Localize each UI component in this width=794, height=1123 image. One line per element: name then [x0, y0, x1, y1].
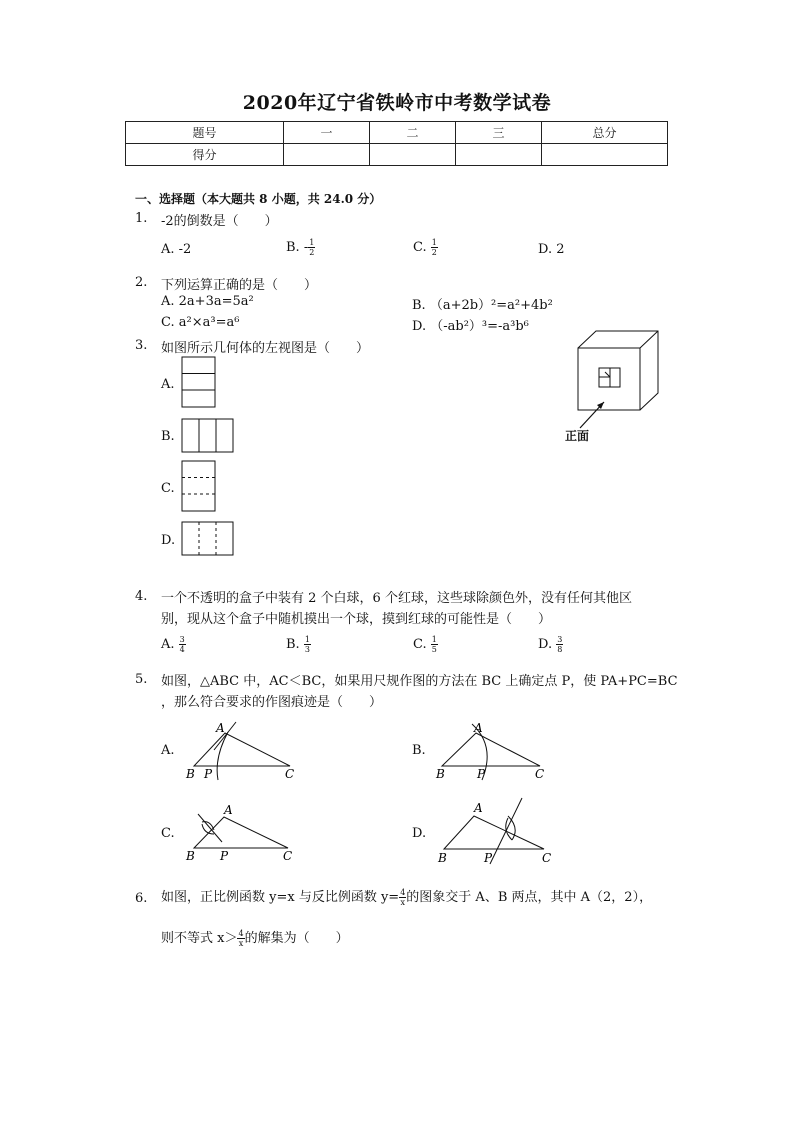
option-d: D. 2 [538, 242, 565, 257]
question-text: 如图所示几何体的左视图是（ ） [161, 341, 370, 356]
option-c: C. $\frac{1}{2}$ [413, 238, 437, 257]
score-table-cell: 题号 [126, 122, 284, 144]
question-number: 6. [135, 891, 148, 906]
question-text: 下列运算正确的是（ ） [161, 278, 318, 293]
question-text-line2: 别，现从这个盒子中随机摸出一个球，摸到红球的可能性是（ ） [161, 612, 552, 627]
question-number: 3. [135, 338, 148, 353]
solid-figure [560, 328, 670, 443]
label-p: P [477, 767, 486, 781]
option-d-figure [432, 794, 556, 866]
option-c: C. [161, 481, 175, 496]
option-d: D. $\frac{3}{8}$ [538, 635, 563, 654]
page-title: 2020年辽宁省铁岭市中考数学试卷 [242, 92, 552, 114]
question-number: 4. [135, 589, 148, 604]
label-a: A [474, 721, 483, 735]
score-table-cell: 得分 [126, 144, 284, 166]
score-table [125, 121, 668, 166]
option-b: B. [412, 743, 426, 758]
score-table-header-row [126, 122, 668, 144]
label-b: B [438, 851, 447, 865]
option-c: C. $\frac{1}{5}$ [413, 635, 437, 654]
score-table-score-row [126, 144, 668, 166]
question-text-line1: 一个不透明的盒子中装有 2 个白球，6 个红球，这些球除颜色外，没有任何其他区 [161, 591, 632, 606]
option-c: C. a²×a³=a⁶ [161, 315, 240, 330]
score-table-cell: 三 [456, 122, 542, 144]
question-number: 5. [135, 672, 148, 687]
label-p: P [220, 849, 229, 863]
score-table-cell: 总分 [542, 122, 668, 144]
option-a: A. 2a+3a=5a² [161, 294, 254, 309]
option-c-figure [181, 460, 217, 512]
label-p: P [484, 851, 493, 865]
option-b: B. - $\frac{1}{2}$ [286, 238, 315, 257]
label-a: A [216, 721, 225, 735]
front-label: 正面 [565, 429, 590, 443]
question-text-line2: ，那么符合要求的作图痕迹是（ ） [161, 695, 383, 710]
option-b: B. （a+2b）²=a²+4b² [412, 298, 553, 313]
section-header: 一、选择题（本大题共 8 小题，共 24.0 分） [135, 192, 382, 206]
question-text-line2: 则不等式 x＞ $\frac{4}{x}$ 的解集为（ ） [161, 929, 349, 948]
score-table-cell [456, 144, 542, 166]
label-b: B [186, 849, 195, 863]
option-a: A. $\frac{3}{4}$ [161, 635, 185, 654]
label-b: B [186, 767, 195, 781]
question-text-line1: 如图，正比例函数 y=x 与反比例函数 y= $\frac{4}{x}$ 的图象交于 A、B 两点，其中 A（2，2）， [161, 888, 653, 907]
score-table-cell [370, 144, 456, 166]
question-text-line1: 如图，△ABC 中，AC＜BC，如果用尺规作图的方法在 BC 上确定点 P，使 PA+PC=BC [161, 674, 678, 689]
question-text: -2的倒数是（ ） [161, 214, 278, 229]
option-a-figure [182, 718, 302, 782]
question-number: 2. [135, 275, 148, 290]
option-a: A. [161, 377, 175, 392]
option-b-figure [432, 718, 552, 782]
option-c: C. [161, 826, 175, 841]
question-number: 1. [135, 211, 148, 226]
option-d: D. [161, 533, 176, 548]
option-c-figure [182, 800, 302, 866]
score-table-cell [542, 144, 668, 166]
option-b: B. $\frac{1}{3}$ [286, 635, 310, 654]
label-c: C [535, 767, 545, 781]
score-table-cell: 一 [284, 122, 370, 144]
score-table-cell: 二 [370, 122, 456, 144]
option-d: D. [412, 826, 427, 841]
label-c: C [542, 851, 552, 865]
score-table-cell [284, 144, 370, 166]
option-a: A. -2 [161, 242, 192, 257]
option-a: A. [161, 743, 175, 758]
option-b-figure [181, 418, 235, 454]
label-a: A [224, 803, 233, 817]
label-c: C [283, 849, 293, 863]
option-d: D. （-ab²）³=-a³b⁶ [412, 319, 529, 334]
option-a-figure [181, 356, 217, 408]
label-p: P [204, 767, 213, 781]
option-d-figure [181, 521, 235, 557]
option-b: B. [161, 429, 175, 444]
label-c: C [285, 767, 295, 781]
label-a: A [474, 801, 483, 815]
label-b: B [436, 767, 445, 781]
